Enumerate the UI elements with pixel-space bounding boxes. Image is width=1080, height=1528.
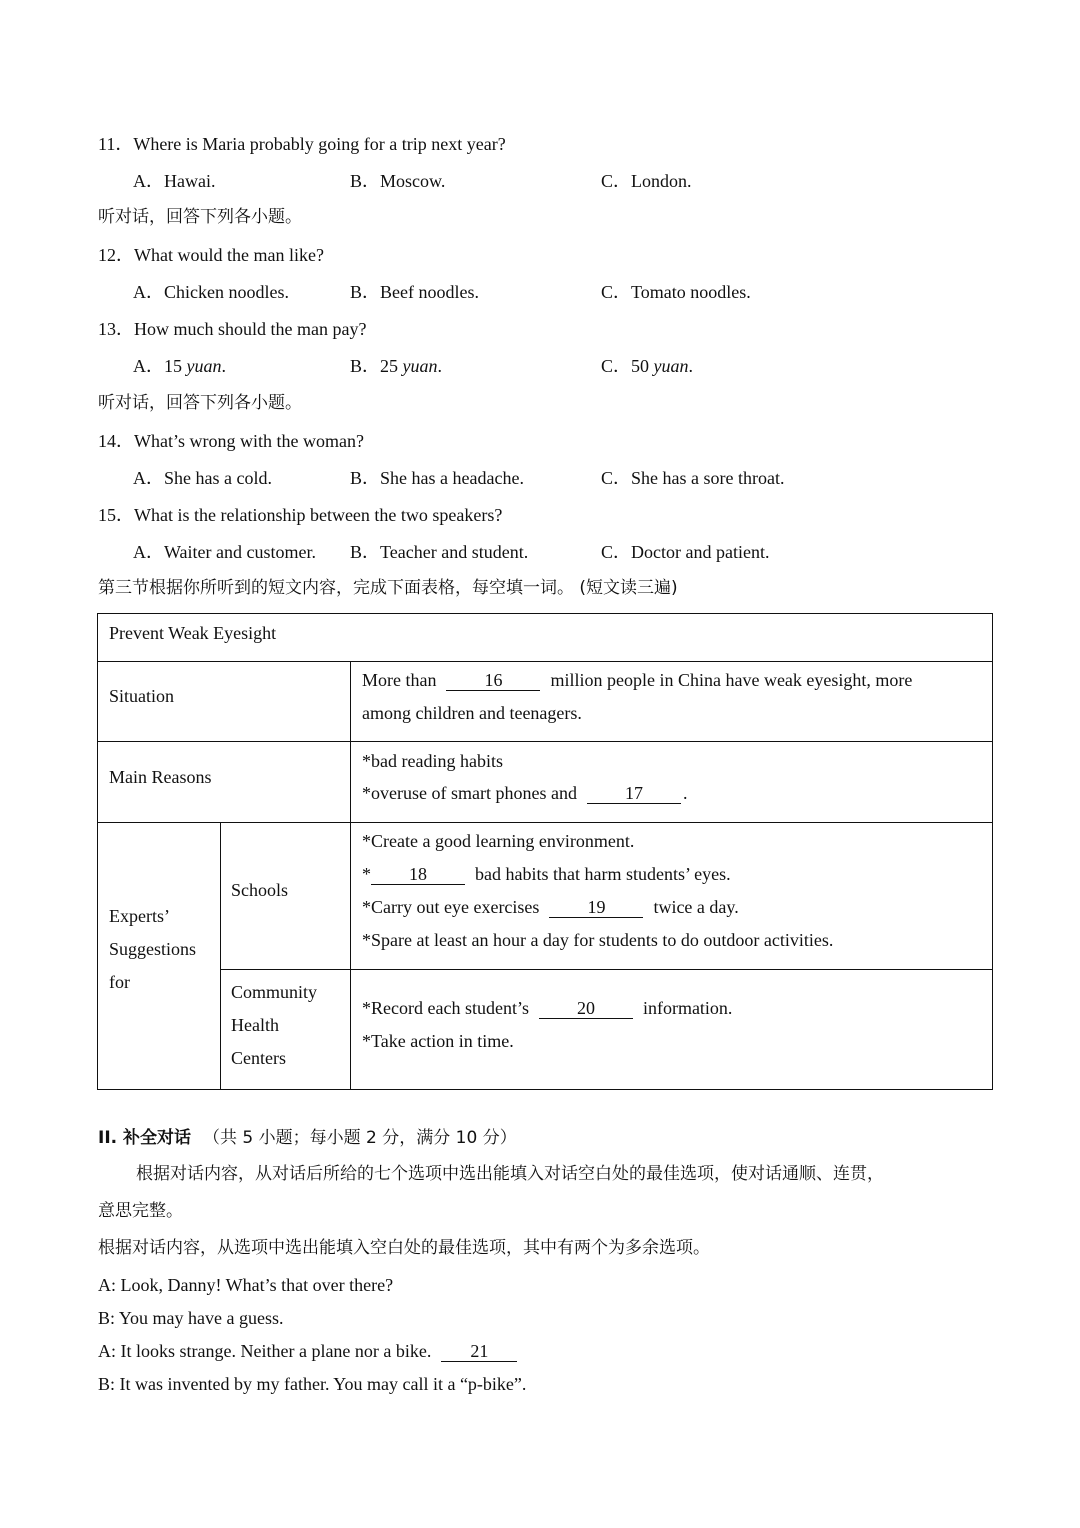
table-rule xyxy=(220,822,221,1089)
school-3 xyxy=(362,891,739,924)
experts-label-1: Experts’ xyxy=(109,906,170,926)
q14-option-b xyxy=(350,466,524,490)
situation-line-2: among children and teenagers. xyxy=(362,703,582,723)
dialogue-line: B: You may have a guess. xyxy=(98,1308,284,1328)
option-unit: yuan xyxy=(653,356,689,376)
option-text: Hawai. xyxy=(164,171,216,191)
option-period: . xyxy=(688,356,694,376)
part2-heading xyxy=(98,1125,517,1150)
dialogue-line-with-blank xyxy=(98,1339,523,1363)
option-text: Beef noodles. xyxy=(380,282,479,302)
school-1: *Create a good learning environment. xyxy=(362,831,635,851)
option-number: 50 xyxy=(631,356,650,376)
instruction-listen: 听对话，回答下列各小题。 xyxy=(98,393,302,413)
table-rule xyxy=(98,661,992,662)
experts-label-2: Suggestions xyxy=(109,939,197,959)
q13-option-c xyxy=(601,354,693,378)
option-letter: B． xyxy=(350,282,381,302)
option-letter: A． xyxy=(133,468,164,488)
option-letter: C． xyxy=(601,282,632,302)
experts-label-3: for xyxy=(109,972,130,992)
option-number: 25 xyxy=(380,356,399,376)
instruction-listen: 听对话，回答下列各小题。 xyxy=(98,207,302,227)
part2-intro-line-1: 根据对话内容，从对话后所给的七个选项中选出能填入对话空白处的最佳选项，使对话通顺、连贯， xyxy=(136,1164,884,1184)
dialogue-text: A: It looks strange. Neither a plane nor a bike. xyxy=(98,1341,432,1361)
option-text: Tomato noodles. xyxy=(631,282,751,302)
option-text: London. xyxy=(631,171,692,191)
chc-2: *Take action in time. xyxy=(362,1031,514,1051)
q15-option-a xyxy=(133,540,316,564)
blank-19: 19 xyxy=(549,897,643,918)
option-letter: B． xyxy=(350,356,381,376)
q13-option-a xyxy=(133,354,226,378)
q11-option-b xyxy=(350,169,445,193)
blank-21: 21 xyxy=(441,1341,517,1362)
blank-16: 16 xyxy=(446,670,540,691)
table-rule xyxy=(98,822,992,823)
chc-1-pre: *Record each student’s xyxy=(362,998,529,1018)
blank-20: 20 xyxy=(539,998,633,1019)
q14-option-a xyxy=(133,466,272,490)
option-number: 15 xyxy=(164,356,182,376)
table-rule xyxy=(220,969,992,970)
table-rule xyxy=(350,661,351,1089)
option-text: She has a sore throat. xyxy=(631,468,785,488)
option-letter: A． xyxy=(133,171,164,191)
option-letter: C． xyxy=(601,468,632,488)
blank-17: 17 xyxy=(587,783,681,804)
school-2-pre: * xyxy=(362,864,371,884)
option-text: Waiter and customer. xyxy=(164,542,316,562)
chc-1 xyxy=(362,992,732,1025)
school-2 xyxy=(362,858,731,891)
school-3-pre: *Carry out eye exercises xyxy=(362,897,540,917)
option-letter: B． xyxy=(350,171,381,191)
option-text: Chicken noodles. xyxy=(164,282,289,302)
reason-2-end: . xyxy=(682,783,688,803)
option-letter: C． xyxy=(601,356,632,376)
part2-intro-2: 根据对话内容，从选项中选出能填入空白处的最佳选项，其中有两个为多余选项。 xyxy=(98,1238,710,1258)
part2-title: II. 补全对话 xyxy=(98,1128,192,1148)
situation-post: million people in China have weak eyesight, more xyxy=(550,670,913,690)
school-2-post: bad habits that harm students’ eyes. xyxy=(475,864,731,884)
question-12-stem: 12．What would the man like? xyxy=(98,245,324,265)
option-letter: B． xyxy=(350,468,381,488)
reason-1: *bad reading habits xyxy=(362,751,503,771)
reasons-label: Main Reasons xyxy=(109,767,212,787)
q12-option-c xyxy=(601,280,751,304)
option-period: . xyxy=(437,356,443,376)
question-13-stem: 13．How much should the man pay? xyxy=(98,319,367,339)
part2-note: （共 5 小题；每小题 2 分，满分 10 分） xyxy=(203,1128,517,1148)
part2-intro-line-2: 意思完整。 xyxy=(98,1201,183,1221)
question-11-stem: 11．Where is Maria probably going for a trip next year? xyxy=(98,134,506,154)
chc-label-3: Centers xyxy=(231,1048,286,1068)
chc-label-2: Health xyxy=(231,1015,279,1035)
situation-pre: More than xyxy=(362,670,437,690)
option-letter: A． xyxy=(133,356,164,376)
option-text: Moscow. xyxy=(380,171,446,191)
question-14-stem: 14．What’s wrong with the woman? xyxy=(98,431,364,451)
reason-2 xyxy=(362,777,687,810)
chc-1-post: information. xyxy=(642,998,733,1018)
dialogue-line: B: It was invented by my father. You may call it a “p-bike”. xyxy=(98,1374,527,1394)
option-text: Teacher and student. xyxy=(380,542,529,562)
dialogue-line: A: Look, Danny! What’s that over there? xyxy=(98,1275,394,1295)
q15-option-c xyxy=(601,540,769,564)
q13-option-b xyxy=(350,354,442,378)
school-3-post: twice a day. xyxy=(653,897,739,917)
option-letter: C． xyxy=(601,542,632,562)
school-4: *Spare at least an hour a day for students to do outdoor activities. xyxy=(362,930,834,950)
question-15-stem: 15．What is the relationship between the two speakers? xyxy=(98,505,503,525)
option-unit: yuan xyxy=(186,356,222,376)
option-letter: A． xyxy=(133,542,164,562)
q11-option-a xyxy=(133,169,215,193)
table-title: Prevent Weak Eyesight xyxy=(109,623,277,643)
option-letter: B． xyxy=(350,542,381,562)
eyesight-table xyxy=(97,613,993,1090)
q12-option-a xyxy=(133,280,289,304)
q12-option-b xyxy=(350,280,479,304)
option-period: . xyxy=(221,356,226,376)
q11-option-c xyxy=(601,169,692,193)
option-unit: yuan xyxy=(402,356,438,376)
reason-2-pre: *overuse of smart phones and xyxy=(362,783,577,803)
situation-label: Situation xyxy=(109,686,175,706)
situation-line-1 xyxy=(362,664,912,697)
q14-option-c xyxy=(601,466,784,490)
option-text: Doctor and patient. xyxy=(631,542,770,562)
table-rule xyxy=(98,741,992,742)
option-letter: C． xyxy=(601,171,632,191)
option-text: She has a headache. xyxy=(380,468,524,488)
schools-label: Schools xyxy=(231,880,289,900)
option-letter: A． xyxy=(133,282,164,302)
q15-option-b xyxy=(350,540,528,564)
blank-18: 18 xyxy=(371,864,465,885)
section3-instruction: 第三节根据你所听到的短文内容，完成下面表格，每空填一词。 (短文读三遍) xyxy=(98,578,678,598)
chc-label-1: Community xyxy=(231,982,318,1002)
option-text: She has a cold. xyxy=(164,468,272,488)
